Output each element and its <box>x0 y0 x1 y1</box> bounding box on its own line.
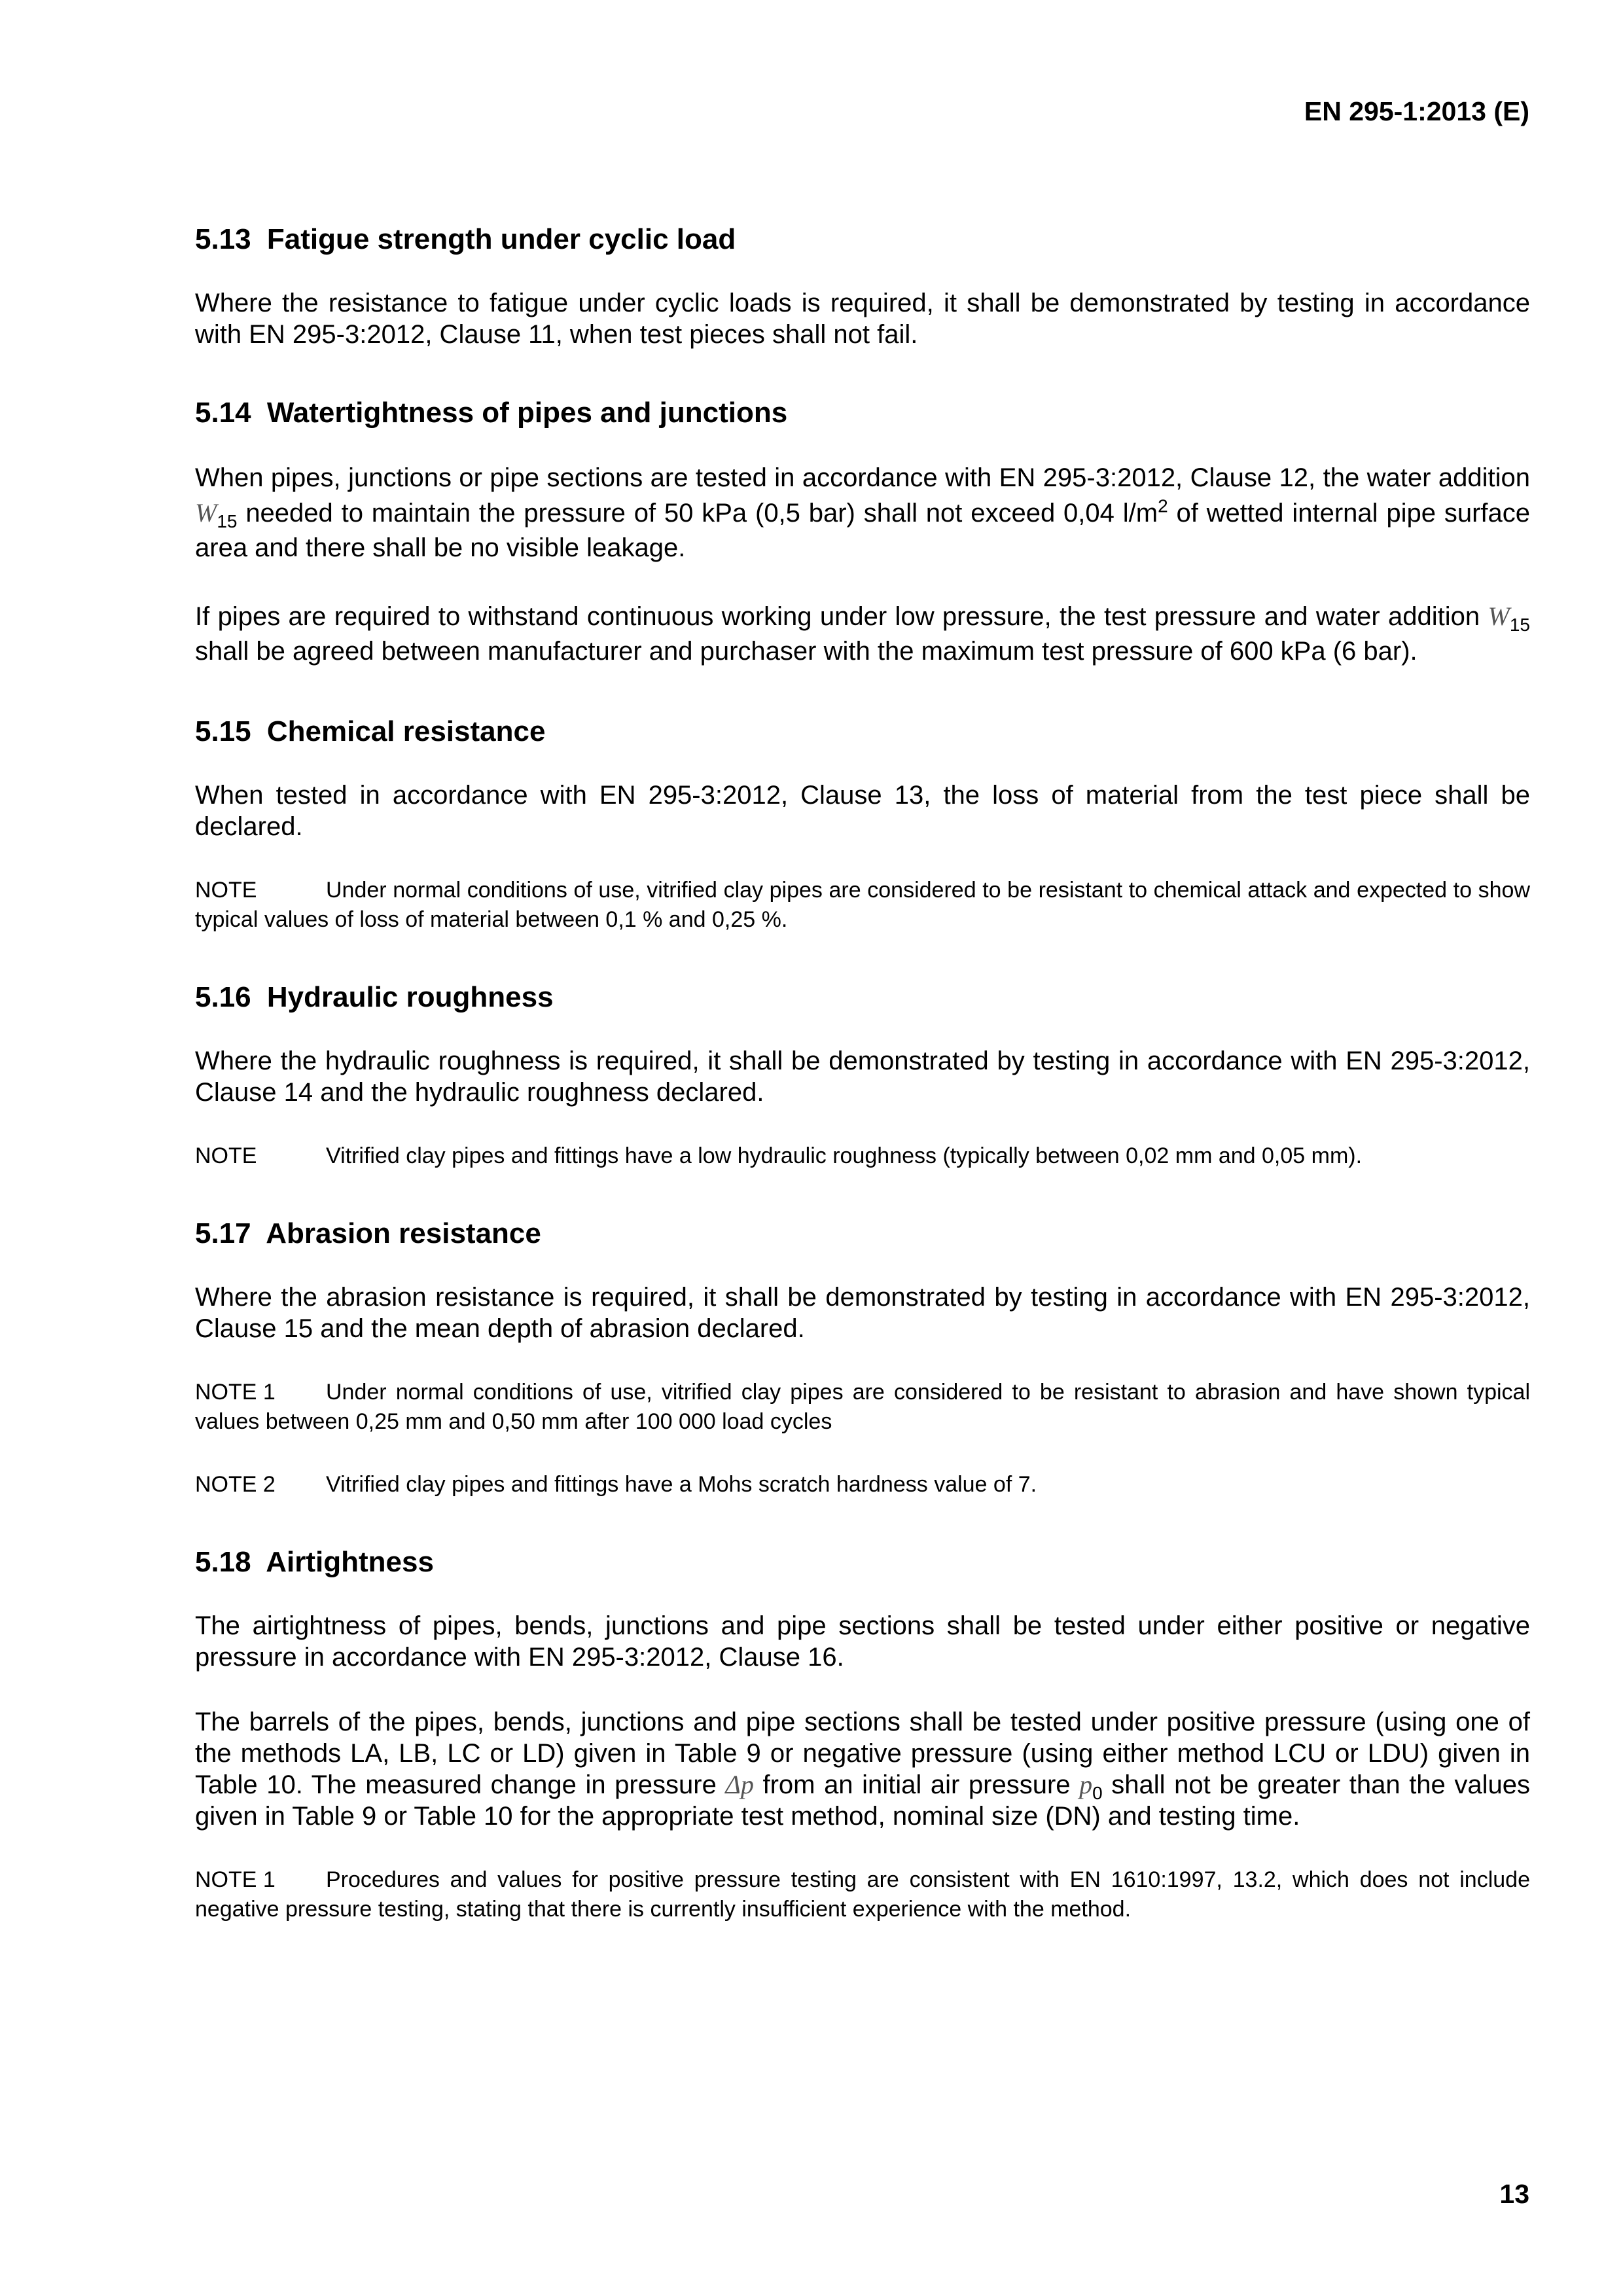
paragraph: Where the abrasion resistance is required, it shall be demonstrated by testing in accordance with EN 295-3:2012, Clause 15 and the mean depth of abrasion declared. <box>195 1283 1530 1343</box>
document-id: EN 295-1:2013 (E) <box>1304 96 1529 126</box>
text-run: The barrels of the pipes, bends, junctions and pipe sections shall be tested under positive pressure (using one of the methods LA, LB, LC or LD) given in Table 9 or negative pressure (using either method LCU or LDU) given in Table 10. The measured change in pressure <box>195 1708 1530 1799</box>
symbol-delta-p: Δp <box>725 1770 754 1799</box>
paragraph: The airtightness of pipes, bends, junctions and pipe sections shall be tested under either positive or negative pressure in accordance with EN 295-3:2012, Clause 16. <box>195 1611 1530 1672</box>
note <box>195 1865 1530 1924</box>
note <box>195 1378 1530 1437</box>
note <box>195 876 1530 935</box>
note-label: NOTE <box>195 1143 257 1168</box>
page-body <box>195 223 1530 1958</box>
note-text: Vitrified clay pipes and fittings have a Mohs scratch hardness value of 7. <box>326 1472 1037 1497</box>
section-number: 5.17 <box>195 1217 251 1249</box>
paragraph <box>195 1706 1530 1832</box>
note-text: Vitrified clay pipes and fittings have a low hydraulic roughness (typically between 0,02 mm and 0,05 mm). <box>326 1143 1363 1168</box>
section-title: Fatigue strength under cyclic load <box>266 223 736 255</box>
page-number: 13 <box>1499 2179 1529 2209</box>
section-heading-5-13 <box>195 223 1530 257</box>
section-number: 5.14 <box>195 397 251 429</box>
section-heading-5-17 <box>195 1217 1530 1251</box>
paragraph: When tested in accordance with EN 295-3:2012, Clause 13, the loss of material from the test piece shall be declared. <box>195 781 1530 841</box>
section-title: Airtightness <box>266 1546 434 1578</box>
section-heading-5-16 <box>195 980 1530 1014</box>
text-run: needed to maintain the pressure of 50 kPa (0,5 bar) shall not exceed 0,04 l/m <box>237 499 1158 528</box>
section-title: Abrasion resistance <box>266 1217 541 1249</box>
section-title: Watertightness of pipes and junctions <box>266 397 788 429</box>
text-run: of wetted internal pipe surface area and there shall be no visible leakage. <box>195 499 1530 562</box>
section-title: Hydraulic roughness <box>266 981 554 1013</box>
section-heading-5-14 <box>195 396 1530 430</box>
section-number: 5.13 <box>195 223 251 255</box>
note-text: Procedures and values for positive pressure testing are consistent with EN 1610:1997, 13.2, which does not include negative pressure testing, stating that there is currently insufficient experience with the method. <box>195 1867 1530 1922</box>
text-run: from an initial air pressure <box>753 1770 1080 1799</box>
paragraph <box>195 461 1530 565</box>
section-heading-5-18 <box>195 1545 1530 1579</box>
text-run: When pipes, junctions or pipe sections are tested in accordance with EN 295-3:2012, Clause 12, the water addition <box>195 463 1530 492</box>
section-number: 5.15 <box>195 715 251 747</box>
section-title: Chemical resistance <box>266 715 546 747</box>
note-text: Under normal conditions of use, vitrified clay pipes are considered to be resistant to abrasion and have shown typical values between 0,25 mm and 0,50 mm after 100 000 load cycles <box>195 1380 1530 1434</box>
note-text: Under normal conditions of use, vitrified clay pipes are considered to be resistant to chemical attack and expected to show typical values of loss of material between 0,1 % and 0,25 %. <box>195 878 1530 932</box>
note <box>195 1470 1530 1499</box>
note-label: NOTE 1 <box>195 1867 276 1892</box>
note-label: NOTE 1 <box>195 1380 276 1405</box>
paragraph <box>195 599 1530 669</box>
symbol-w: W <box>1488 601 1510 631</box>
note-label: NOTE 2 <box>195 1472 276 1497</box>
symbol-w: W <box>195 498 217 528</box>
section-number: 5.16 <box>195 981 251 1013</box>
paragraph: Where the hydraulic roughness is required, it shall be demonstrated by testing in accordance with EN 295-3:2012, Clause 14 and the hydraulic roughness declared. <box>195 1047 1530 1107</box>
section-number: 5.18 <box>195 1546 251 1578</box>
note <box>195 1141 1530 1171</box>
subscript: 15 <box>1509 615 1530 635</box>
note-label: NOTE <box>195 878 257 903</box>
symbol-p: p <box>1079 1770 1093 1799</box>
text-run: shall not be greater than the values given in Table 9 or Table 10 for the appropriate test method, nominal size (DN) and testing time. <box>195 1770 1531 1831</box>
superscript: 2 <box>1158 495 1168 516</box>
section-heading-5-15 <box>195 715 1530 749</box>
text-run: If pipes are required to withstand continuous working under low pressure, the test pressure and water addition <box>195 602 1488 631</box>
paragraph: Where the resistance to fatigue under cyclic loads is required, it shall be demonstrated by testing in accordance with EN 295-3:2012, Clause 11, when test pieces shall not fail. <box>195 289 1530 349</box>
text-run: shall be agreed between manufacturer and purchaser with the maximum test pressure of 600 kPa (6 bar). <box>195 637 1418 666</box>
subscript: 0 <box>1092 1783 1103 1803</box>
subscript: 15 <box>217 511 238 531</box>
